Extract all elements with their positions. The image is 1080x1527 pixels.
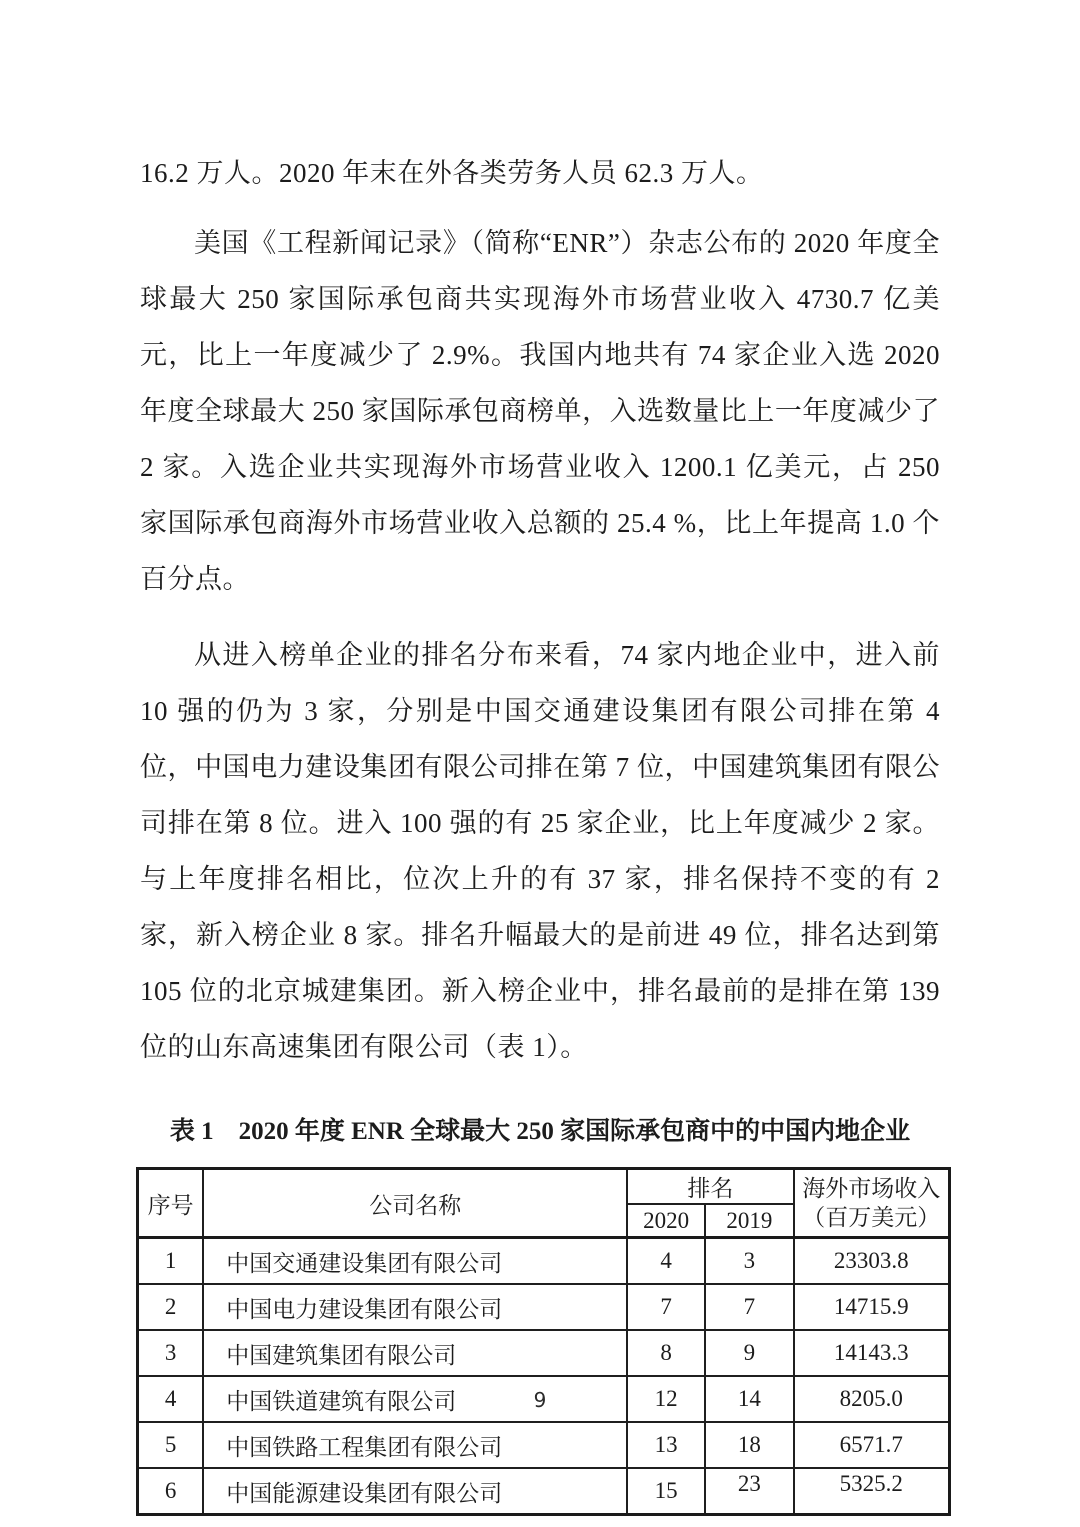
body-paragraph: 从进入榜单企业的排名分布来看，74 家内地企业中，进入前 10 强的仍为 3 家，分别是中国交通建设集团有限公司排在第 4 位，中国电力建设集团有限公司排在第 7 位，中国建筑集团有限公司排在第 8 位。进入 100 强的有 25 家企业，比上年度减少 2 家。与上年度排名相比，位次上升的有 37 家，排名保持不变的有 2 家，新入榜企业 8 家。排名升幅最大的是前进 49 位，排名达到第 105 位的北京城建集团。新入榜企业中，排名最前的是排在第 139 位的山东高速集团有限公司（表 1）。 [140,640,940,1062]
cell-value-rank2019: 18 [737,1432,761,1457]
cell-index [138,1284,204,1330]
table-row [138,1330,950,1376]
cell-value-rank2020: 15 [654,1478,678,1503]
cell-rank-2019 [705,1468,794,1515]
cell-revenue [794,1330,950,1376]
cell-value-company: 中国能源建设集团有限公司 [226,1480,503,1506]
cell-value-no: 2 [164,1294,177,1319]
cell-rank-2020 [627,1284,705,1330]
cell-value-rank2019: 14 [737,1386,761,1411]
cell-index [138,1238,204,1285]
cell-value-company: 中国铁道建筑有限公司 [226,1388,457,1414]
enr-contractors-table [136,1167,951,1516]
cell-value-no: 4 [164,1386,177,1411]
cell-index [138,1422,204,1468]
cell-value-company: 中国电力建设集团有限公司 [226,1296,503,1322]
cell-company [203,1422,627,1468]
page-number: 9 [533,1388,547,1412]
col-header-rank-2019: 2019 [705,1204,794,1238]
cell-company [203,1330,627,1376]
cell-value-rank2019: 7 [743,1294,756,1319]
cell-rank-2019 [705,1422,794,1468]
cell-company [203,1468,627,1515]
col-header-rank-2020: 2020 [627,1204,705,1238]
cell-company [203,1284,627,1330]
cell-rank-2020 [627,1468,705,1515]
cell-rank-2020 [627,1422,705,1468]
cell-revenue [794,1422,950,1468]
cell-value-no: 3 [164,1340,177,1365]
cell-value-revenue: 5325.2 [839,1471,903,1496]
cell-revenue [794,1284,950,1330]
cell-value-rank2019: 3 [743,1248,756,1273]
col-header-revenue [794,1169,950,1238]
cell-value-rank2020: 8 [660,1340,672,1365]
cell-value-no: 6 [164,1478,177,1503]
cell-value-revenue: 6571.7 [839,1432,903,1457]
cell-value-no: 1 [164,1248,177,1273]
cell-rank-2020 [627,1238,705,1285]
table-row [138,1238,950,1285]
cell-index [138,1330,204,1376]
cell-index [138,1468,204,1515]
cell-value-revenue: 14143.3 [833,1340,909,1365]
table-row [138,1422,950,1468]
cell-value-rank2019: 9 [743,1340,756,1365]
cell-rank-2020 [627,1330,705,1376]
col-header-revenue-line2: （百万美元） [802,1205,941,1230]
cell-rank-2019 [705,1238,794,1285]
cell-value-revenue: 14715.9 [833,1294,909,1319]
cell-rank-2019 [705,1284,794,1330]
cell-company [203,1238,627,1285]
cell-value-company: 中国建筑集团有限公司 [226,1342,457,1368]
cell-value-revenue: 8205.0 [839,1386,903,1411]
col-header-company: 公司名称 [203,1169,627,1238]
cell-revenue [794,1468,950,1515]
cell-value-no: 5 [164,1432,177,1457]
col-header-index: 序号 [138,1169,204,1238]
cell-rank-2019 [705,1330,794,1376]
cell-value-rank2020: 4 [660,1248,672,1273]
table-row [138,1468,950,1515]
col-header-rank-group: 排名 [627,1169,793,1205]
cell-value-rank2020: 12 [654,1386,678,1411]
table-1-caption: 表 1 2020 年度 ENR 全球最大 250 家国际承包商中的中国内地企业 [169,1118,911,1145]
cell-value-company: 中国交通建设集团有限公司 [226,1250,503,1276]
cell-revenue [794,1238,950,1285]
body-paragraph: 美国《工程新闻记录》（简称“ENR”）杂志公布的 2020 年度全球最大 250 家国际承包商共实现海外市场营业收入 4730.7 亿美元，比上一年度减少了 2.9%。我国内地共有 74 家企业入选 2020 年度全球最大 250 家国际承包商榜单，入选数量比上一年度减少了 2 家。入选企业共实现海外市场营业收入 1200.1 亿美元，占 250 家国际承包商海外市场营业收入总额的 25.4 %，比上年提高 1.0 个百分点。 [140,228,940,594]
body-paragraph: 16.2 万人。2020 年末在外各类劳务人员 62.3 万人。 [140,158,764,188]
cell-value-company: 中国铁路工程集团有限公司 [226,1434,503,1460]
cell-value-revenue: 23303.8 [833,1248,909,1273]
table-row [138,1284,950,1330]
col-header-revenue-line1: 海外市场收入 [802,1176,941,1201]
cell-value-rank2019: 23 [737,1471,761,1496]
cell-value-rank2020: 7 [660,1294,672,1319]
cell-value-rank2020: 13 [654,1432,678,1457]
